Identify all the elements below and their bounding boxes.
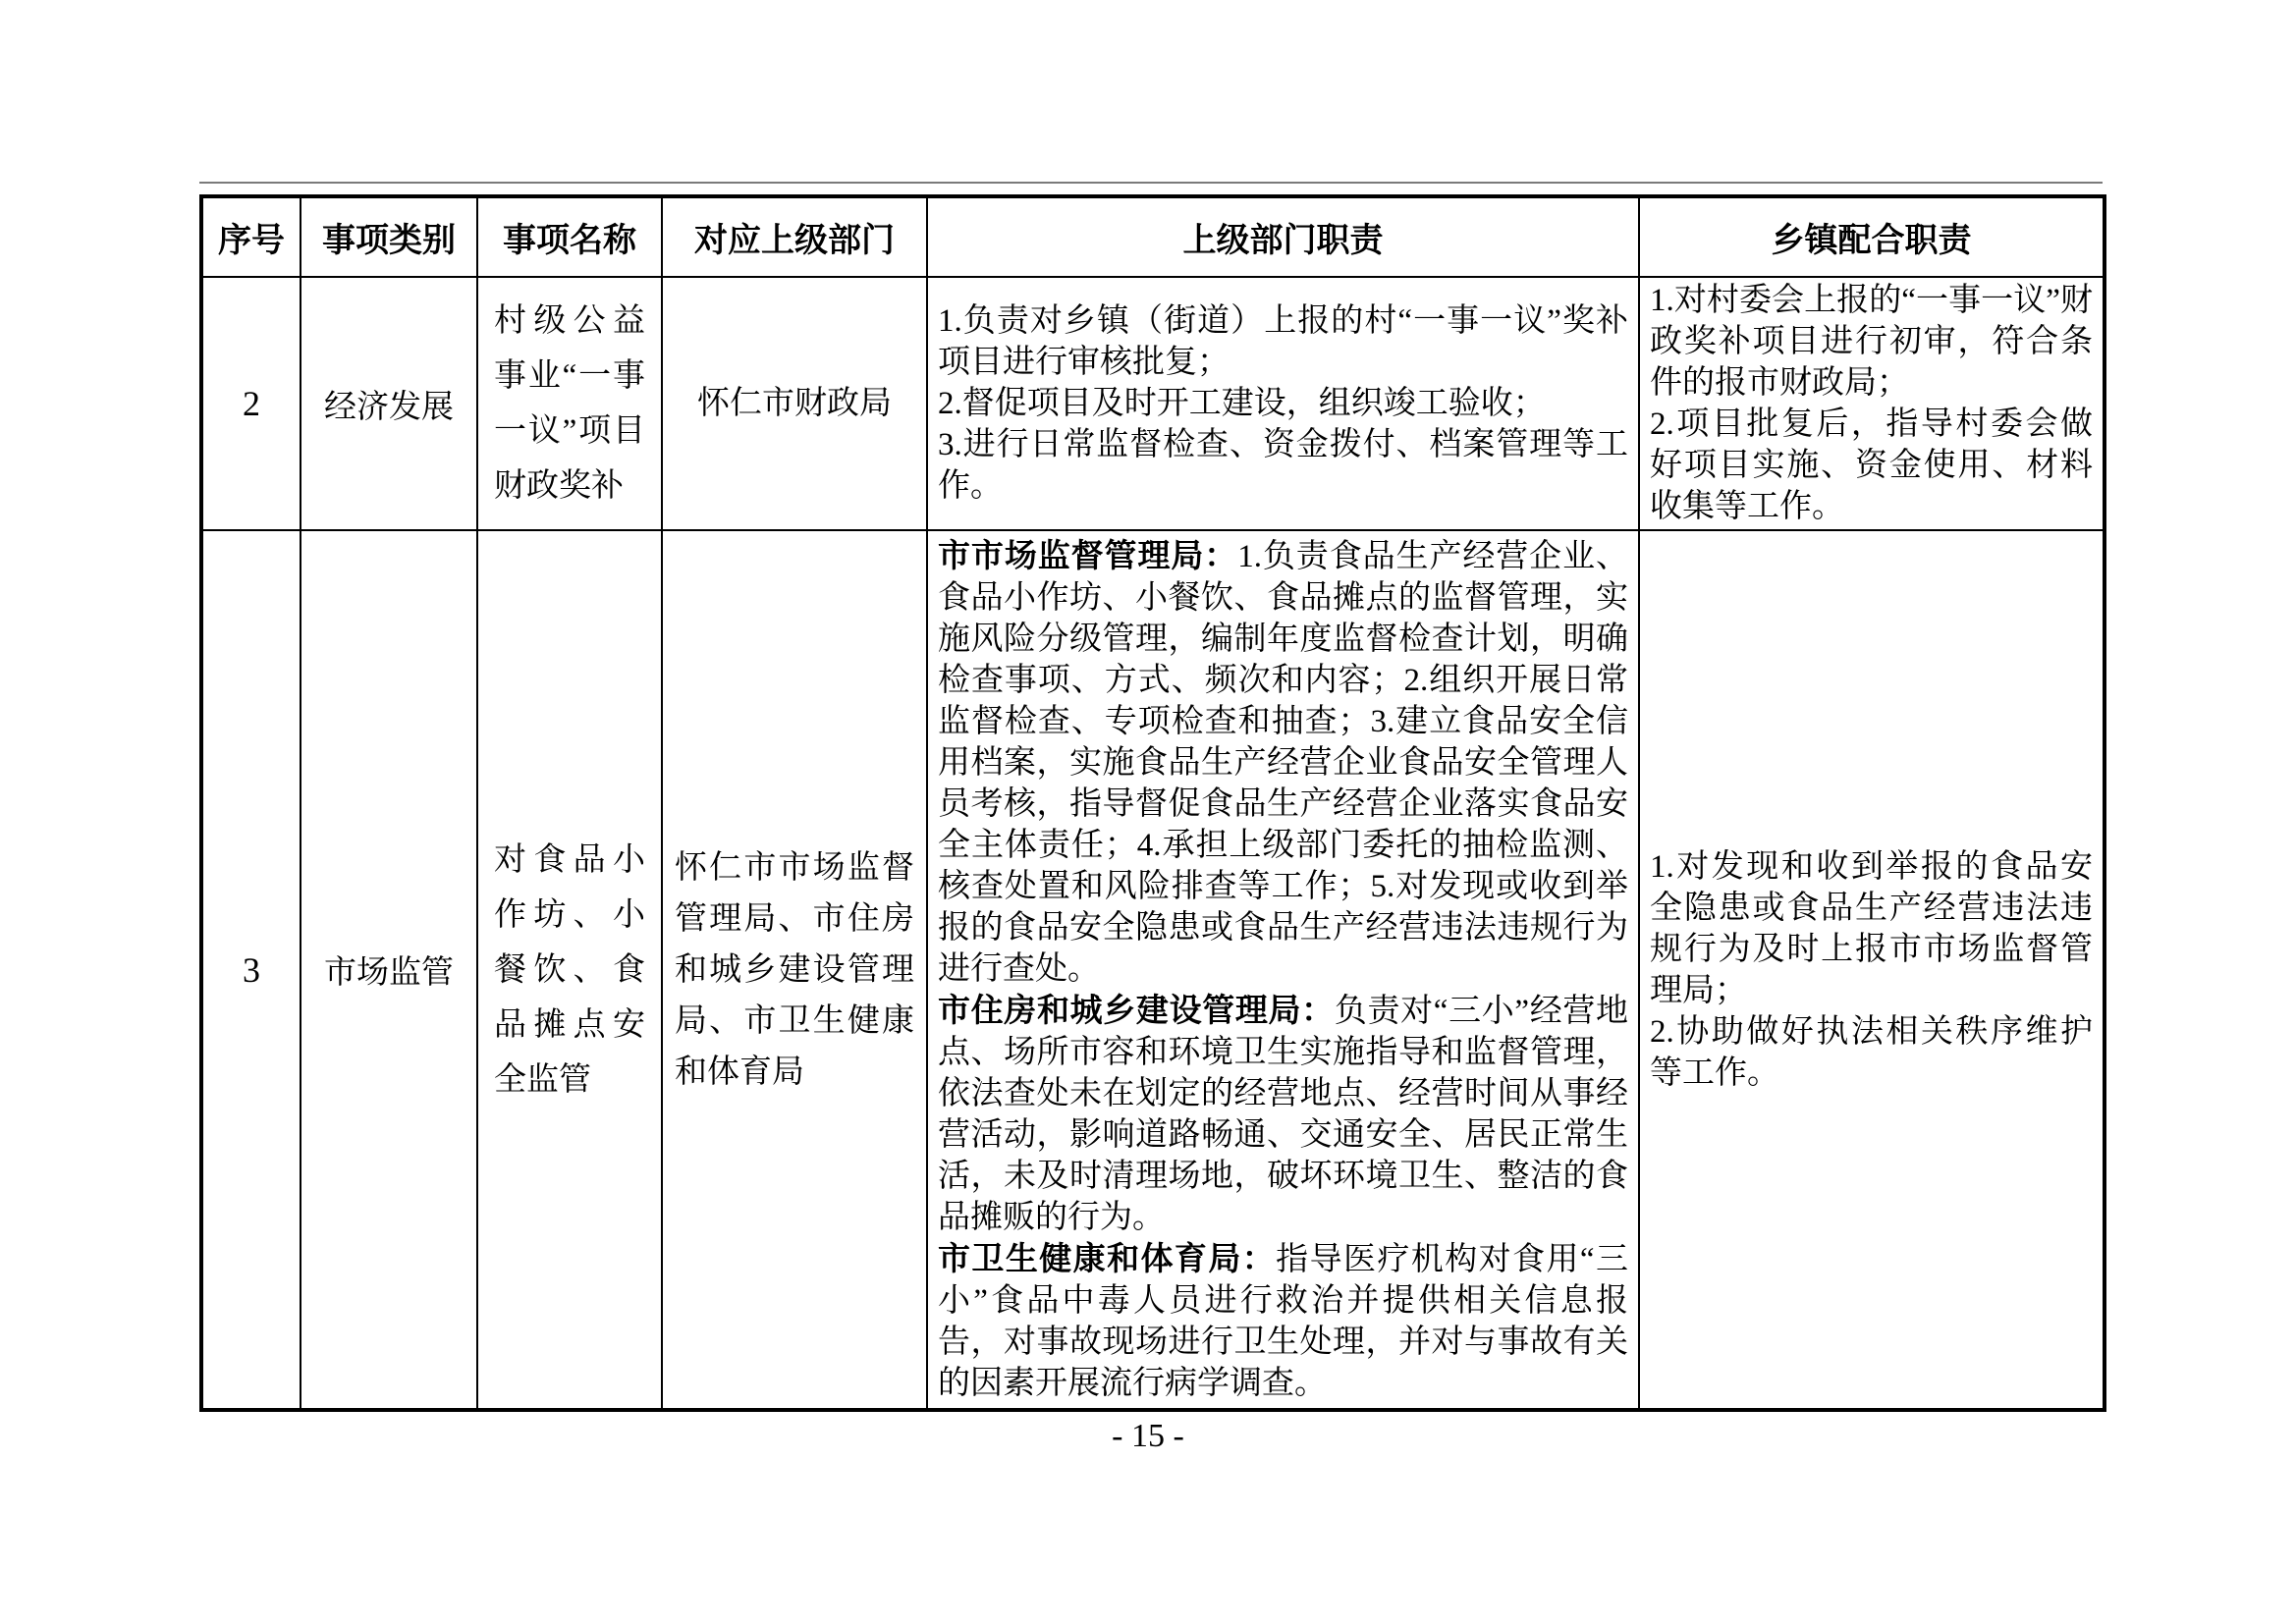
duty-line: 1.负责对乡镇（街道）上报的村“一事一议”奖补项目进行审核批复； <box>938 303 1628 380</box>
duty-line: 2.项目批复后，指导村委会做好项目实施、资金使用、材料收集等工作。 <box>1650 406 2093 524</box>
header-seq: 序号 <box>201 196 301 277</box>
seq-cell: 2 <box>201 277 301 530</box>
header-item-name: 事项名称 <box>477 196 662 277</box>
seq-cell: 3 <box>201 530 301 1410</box>
duty-text: 指导医疗机构对食用“三小”食品中毒人员进行救治并提供相关信息报告，对事故现场进行卫生处理，并对与事故有关的因素开展流行病学调查。 <box>938 1242 1628 1401</box>
header-township-duties: 乡镇配合职责 <box>1639 196 2105 277</box>
superior-duties-cell <box>927 277 1639 530</box>
department-label: 市卫生健康和体育局： <box>938 1240 1277 1276</box>
duty-text: 负责对“三小”经营地点、场所市容和环境卫生实施指导和监督管理，依法查处未在划定的经营地点、经营时间从事经营活动，影响道路畅通、交通安全、居民正常生活，未及时清理场地，破坏环境卫生、整洁的食品摊贩的行为。 <box>938 994 1629 1235</box>
item-name-cell: 村级公益事业“一事一议”项目财政奖补 <box>477 277 662 530</box>
table-row-2 <box>201 277 2105 530</box>
header-category: 事项类别 <box>301 196 477 277</box>
duty-segment <box>938 1238 1628 1404</box>
duty-line: 3.进行日常监督检查、资金拨付、档案管理等工作。 <box>938 427 1628 504</box>
category-cell: 市场监管 <box>301 530 477 1410</box>
table-top-rule <box>199 182 2103 184</box>
superior-duties-cell <box>927 530 1639 1410</box>
page-number: - 15 - <box>1112 1418 1184 1454</box>
township-duties-cell <box>1639 530 2105 1410</box>
duty-text: 1.负责食品生产经营企业、食品小作坊、小餐饮、食品摊点的监督管理，实施风险分级管理，编制年度监督检查计划，明确检查事项、方式、频次和内容；2.组织开展日常监督检查、专项检查和抽查；3.建立食品安全信用档案，实施食品生产经营企业食品安全管理人员考核，指导督促食品生产经营企业落实食品安全主体责任；4.承担上级部门委托的抽检监测、核查处置和风险排查等工作；5.对发现或收到举报的食品安全隐患或食品生产经营违法违规行为进行查处。 <box>938 539 1629 987</box>
duty-segment <box>938 535 1628 990</box>
departments-cell: 怀仁市财政局 <box>662 277 927 530</box>
department-label: 市市场监督管理局： <box>938 537 1238 573</box>
departments-cell: 怀仁市市场监督管理局、市住房和城乡建设管理局、市卫生健康和体育局 <box>662 530 927 1410</box>
table-row-3 <box>201 530 2105 1410</box>
header-superior-duties: 上级部门职责 <box>927 196 1639 277</box>
duty-line: 2.协助做好执法相关秩序维护等工作。 <box>1650 1013 2093 1091</box>
duty-line: 1.对村委会上报的“一事一议”财政奖补项目进行初审，符合条件的报市财政局； <box>1650 283 2093 401</box>
category-cell: 经济发展 <box>301 277 477 530</box>
table-header-row <box>201 196 2105 277</box>
responsibility-matrix-table <box>199 194 2106 1412</box>
duty-segment <box>938 990 1628 1238</box>
item-name-cell: 对食品小作坊、小餐饮、食品摊点安全监管 <box>477 530 662 1410</box>
duty-line: 2.督促项目及时开工建设，组织竣工验收； <box>938 386 1546 421</box>
duty-line: 1.对发现和收到举报的食品安全隐患或食品生产经营违法违规行为及时上报市市场监督管理局； <box>1650 848 2093 1008</box>
header-departments: 对应上级部门 <box>662 196 927 277</box>
township-duties-cell <box>1639 277 2105 530</box>
department-label: 市住房和城乡建设管理局： <box>938 992 1335 1028</box>
